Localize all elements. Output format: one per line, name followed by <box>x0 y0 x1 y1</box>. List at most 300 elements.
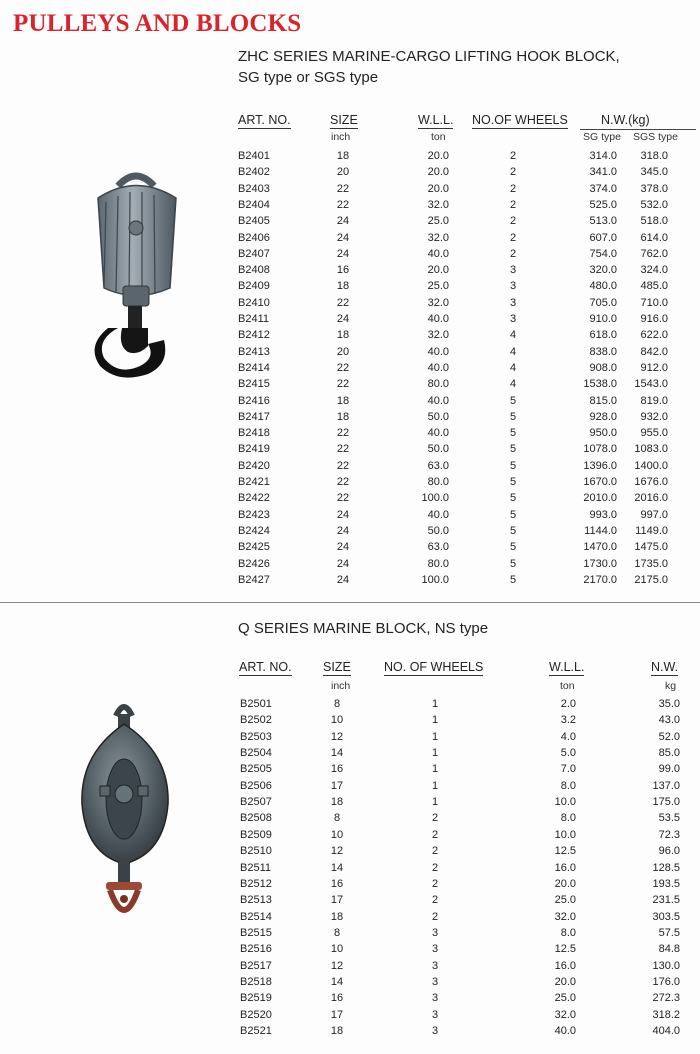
table-row <box>0 1025 700 1041</box>
s2-cell-nw: 72.3 <box>658 828 680 841</box>
s1-cell-size: 18 <box>336 280 350 293</box>
s2-cell-art-no: B2520 <box>240 1008 272 1021</box>
s2-cell-wll: 8.0 <box>560 779 576 792</box>
s1-cell-wll: 20.0 <box>427 166 449 179</box>
s2-cell-wheels: 2 <box>431 828 439 841</box>
s1-cell-size: 22 <box>336 443 350 456</box>
s1-cell-art-no: B2417 <box>238 410 270 423</box>
table-row <box>0 541 700 557</box>
s1-cell-size: 22 <box>336 459 350 472</box>
s1-cell-size: 24 <box>336 508 350 521</box>
s1-cell-sg: 838.0 <box>589 345 617 358</box>
s2-header-art-no: ART. NO. <box>239 660 292 674</box>
s2-cell-size: 17 <box>330 1008 344 1021</box>
s1-cell-sgs: 518.0 <box>640 215 668 228</box>
s1-cell-wheels: 3 <box>509 280 517 293</box>
s1-cell-art-no: B2423 <box>238 508 270 521</box>
s1-cell-sg: 754.0 <box>589 247 617 260</box>
s1-cell-wheels: 5 <box>509 508 517 521</box>
s2-cell-wheels: 3 <box>431 959 439 972</box>
s2-cell-wheels: 3 <box>431 992 439 1005</box>
s1-cell-sgs: 614.0 <box>640 231 668 244</box>
s1-cell-sg: 1730.0 <box>583 557 617 570</box>
s2-cell-wheels: 2 <box>431 894 439 907</box>
table-row <box>0 411 700 427</box>
s1-cell-wheels: 4 <box>509 378 517 391</box>
s1-cell-sg: 2170.0 <box>583 573 617 586</box>
s1-cell-art-no: B2404 <box>238 198 270 211</box>
s1-cell-sgs: 324.0 <box>640 264 668 277</box>
section1-title <box>238 46 620 88</box>
s2-cell-wll: 16.0 <box>554 959 576 972</box>
s2-cell-nw: 193.5 <box>652 877 680 890</box>
s2-cell-size: 17 <box>330 894 344 907</box>
s1-cell-sg: 950.0 <box>589 427 617 440</box>
s1-cell-size: 24 <box>336 313 350 325</box>
s2-cell-nw: 318.2 <box>652 1008 680 1021</box>
s1-cell-wheels: 2 <box>509 231 517 244</box>
table-row <box>0 427 700 443</box>
s1-cell-wll: 80.0 <box>427 557 449 570</box>
s1-cell-art-no: B2426 <box>238 557 270 570</box>
table-row <box>0 395 700 411</box>
s1-cell-art-no: B2413 <box>238 345 270 358</box>
section1-title-line2: SG type or SGS type <box>238 69 379 86</box>
s1-cell-size: 24 <box>336 524 350 537</box>
s1-cell-sg: 1078.0 <box>583 443 617 456</box>
s2-cell-art-no: B2521 <box>240 1025 272 1037</box>
s1-cell-art-no: B2412 <box>238 329 270 342</box>
s2-cell-art-no: B2514 <box>240 910 272 923</box>
s2-cell-art-no: B2506 <box>240 779 272 792</box>
s2-cell-size: 10 <box>330 714 344 727</box>
s2-cell-size: 12 <box>330 730 344 743</box>
s2-cell-wll: 40.0 <box>554 1025 576 1037</box>
s1-cell-size: 24 <box>336 557 350 570</box>
s1-cell-wheels: 2 <box>509 166 517 179</box>
s1-cell-art-no: B2402 <box>238 166 270 179</box>
s2-cell-art-no: B2505 <box>240 763 272 776</box>
s1-cell-size: 18 <box>336 394 350 407</box>
s1-cell-sg: 607.0 <box>589 231 617 244</box>
s1-cell-sg: 1670.0 <box>583 476 617 488</box>
s1-cell-art-no: B2405 <box>238 215 270 228</box>
s1-cell-sg: 618.0 <box>589 329 617 342</box>
s2-cell-size: 12 <box>330 959 344 972</box>
s2-cell-size: 8 <box>333 926 341 939</box>
s2-cell-wheels: 1 <box>431 779 439 792</box>
s1-cell-wll: 32.0 <box>427 296 449 309</box>
s1-cell-sgs: 912.0 <box>640 361 668 374</box>
s1-cell-sg: 2010.0 <box>583 492 617 505</box>
table-row <box>0 460 700 476</box>
s1-cell-wll: 63.0 <box>427 459 449 472</box>
table-row <box>0 992 700 1008</box>
s1-cell-sg: 908.0 <box>589 361 617 374</box>
s1-cell-wheels: 5 <box>509 492 517 505</box>
s1-cell-wheels: 5 <box>509 459 517 472</box>
s1-cell-art-no: B2421 <box>238 476 270 488</box>
s2-cell-art-no: B2510 <box>240 845 272 858</box>
s2-cell-nw: 84.8 <box>658 943 680 956</box>
s1-cell-art-no: B2420 <box>238 459 270 472</box>
s1-cell-size: 24 <box>336 215 350 228</box>
s1-cell-sgs: 710.0 <box>640 296 668 309</box>
s2-cell-wll: 8.0 <box>560 812 576 825</box>
s1-cell-sgs: 842.0 <box>640 345 668 358</box>
s1-cell-wheels: 5 <box>509 524 517 537</box>
s1-cell-art-no: B2425 <box>238 541 270 554</box>
s1-cell-sg: 341.0 <box>589 166 617 179</box>
s2-cell-wheels: 3 <box>431 943 439 956</box>
s1-cell-sg: 910.0 <box>589 313 617 325</box>
s1-cell-sgs: 819.0 <box>640 394 668 407</box>
s2-cell-nw: 52.0 <box>658 730 680 743</box>
s1-cell-size: 22 <box>336 427 350 440</box>
s2-cell-nw: 175.0 <box>652 796 680 809</box>
s2-cell-wheels: 1 <box>431 730 439 743</box>
s1-cell-size: 18 <box>336 410 350 423</box>
s2-cell-wll: 25.0 <box>554 894 576 907</box>
s1-cell-wll: 20.0 <box>427 150 449 162</box>
s2-cell-wheels: 2 <box>431 877 439 890</box>
table-row <box>0 943 700 959</box>
s1-cell-sgs: 345.0 <box>640 166 668 179</box>
marine-block-image <box>72 694 177 934</box>
s1-cell-wheels: 5 <box>509 443 517 456</box>
s2-cell-wll: 12.5 <box>554 845 576 858</box>
s1-cell-sgs: 2016.0 <box>634 492 668 505</box>
s2-cell-nw: 128.5 <box>652 861 680 874</box>
table-row <box>0 150 700 166</box>
s1-cell-wll: 32.0 <box>427 329 449 342</box>
s2-cell-wll: 4.0 <box>560 730 576 743</box>
s1-cell-wheels: 5 <box>509 557 517 570</box>
s1-cell-sg: 525.0 <box>589 198 617 211</box>
s1-cell-sg: 1538.0 <box>583 378 617 391</box>
s1-cell-size: 22 <box>336 492 350 505</box>
s2-cell-wll: 10.0 <box>554 796 576 809</box>
s1-cell-art-no: B2403 <box>238 182 270 195</box>
s1-cell-wll: 25.0 <box>427 215 449 228</box>
s1-cell-art-no: B2406 <box>238 231 270 244</box>
s1-cell-size: 16 <box>336 264 350 277</box>
s1-cell-wll: 40.0 <box>427 394 449 407</box>
s2-cell-wheels: 1 <box>431 747 439 760</box>
s2-cell-size: 14 <box>330 975 344 988</box>
s1-cell-art-no: B2415 <box>238 378 270 391</box>
s2-cell-art-no: B2502 <box>240 714 272 727</box>
table-row <box>0 525 700 541</box>
s2-cell-wll: 7.0 <box>560 763 576 776</box>
s1-cell-wheels: 4 <box>509 361 517 374</box>
s1-cell-wll: 100.0 <box>421 492 449 505</box>
table-row <box>0 574 700 590</box>
s2-header-size: SIZE <box>323 660 351 674</box>
page-title: PULLEYS AND BLOCKS <box>13 10 302 37</box>
s1-cell-size: 22 <box>336 476 350 488</box>
s1-header-wheels: NO.OF WHEELS <box>472 113 568 127</box>
s1-cell-wll: 20.0 <box>427 264 449 277</box>
table-row <box>0 1009 700 1025</box>
s1-cell-size: 24 <box>336 541 350 554</box>
s1-cell-sgs: 955.0 <box>640 427 668 440</box>
s2-cell-size: 16 <box>330 763 344 776</box>
s1-cell-size: 24 <box>336 231 350 244</box>
s2-cell-wheels: 3 <box>431 1008 439 1021</box>
s1-cell-sgs: 1543.0 <box>634 378 668 391</box>
s1-header-size: SIZE <box>330 113 358 127</box>
s1-cell-art-no: B2407 <box>238 247 270 260</box>
s2-cell-wll: 8.0 <box>560 926 576 939</box>
s1-cell-wll: 40.0 <box>427 345 449 358</box>
s2-unit-wll: ton <box>560 680 575 692</box>
s1-cell-art-no: B2427 <box>238 573 270 586</box>
s2-cell-wheels: 1 <box>431 714 439 727</box>
s1-unit-size: inch <box>331 131 351 143</box>
s1-cell-wll: 40.0 <box>427 313 449 325</box>
s1-unit-sgs: SGS type <box>633 131 678 143</box>
s1-cell-size: 24 <box>336 573 350 586</box>
section1-title-line1: ZHC SERIES MARINE-CARGO LIFTING HOOK BLOCK, <box>238 48 620 65</box>
s1-cell-sgs: 916.0 <box>640 313 668 325</box>
s1-cell-sgs: 1676.0 <box>634 476 668 488</box>
s2-cell-art-no: B2503 <box>240 730 272 743</box>
s1-cell-sg: 480.0 <box>589 280 617 293</box>
s1-cell-wheels: 2 <box>509 198 517 211</box>
s2-cell-art-no: B2508 <box>240 812 272 825</box>
s1-cell-art-no: B2419 <box>238 443 270 456</box>
s1-cell-sg: 314.0 <box>589 150 617 162</box>
s2-cell-wheels: 3 <box>431 975 439 988</box>
s1-cell-wheels: 3 <box>509 296 517 309</box>
s1-cell-wheels: 5 <box>509 541 517 554</box>
s1-cell-wll: 32.0 <box>427 231 449 244</box>
s1-cell-wll: 32.0 <box>427 198 449 211</box>
s2-cell-wheels: 1 <box>431 698 439 710</box>
s1-unit-wll: ton <box>431 131 446 143</box>
s1-header-nw: N.W.(kg) <box>601 113 650 127</box>
s2-cell-size: 17 <box>330 779 344 792</box>
s1-cell-sgs: 378.0 <box>640 182 668 195</box>
s2-cell-size: 8 <box>333 698 341 710</box>
s2-cell-size: 16 <box>330 992 344 1005</box>
s1-cell-wheels: 4 <box>509 329 517 342</box>
hook-block-image <box>78 168 193 378</box>
section-divider <box>0 602 700 603</box>
s2-cell-wll: 10.0 <box>554 828 576 841</box>
s1-cell-wheels: 3 <box>509 264 517 277</box>
s2-cell-art-no: B2509 <box>240 828 272 841</box>
s1-nw-rule <box>580 129 696 130</box>
s1-cell-art-no: B2410 <box>238 296 270 309</box>
s1-cell-art-no: B2414 <box>238 361 270 374</box>
table-row <box>0 443 700 459</box>
section2-title: Q SERIES MARINE BLOCK, NS type <box>238 620 489 637</box>
s2-cell-wheels: 3 <box>431 1025 439 1037</box>
s1-cell-art-no: B2418 <box>238 427 270 440</box>
s1-cell-wll: 40.0 <box>427 508 449 521</box>
s1-cell-art-no: B2422 <box>238 492 270 505</box>
s1-cell-sg: 815.0 <box>589 394 617 407</box>
s2-cell-art-no: B2512 <box>240 877 272 890</box>
s2-cell-size: 10 <box>330 943 344 956</box>
table-row <box>0 378 700 394</box>
s2-cell-wheels: 1 <box>431 796 439 809</box>
s2-cell-art-no: B2511 <box>240 861 271 874</box>
s1-cell-sgs: 1475.0 <box>634 541 668 554</box>
s1-cell-sg: 320.0 <box>589 264 617 277</box>
s2-cell-nw: 272.3 <box>652 992 680 1005</box>
s1-cell-wll: 63.0 <box>427 541 449 554</box>
s2-cell-art-no: B2513 <box>240 894 272 907</box>
s1-cell-sgs: 1400.0 <box>634 459 668 472</box>
s1-cell-sg: 705.0 <box>589 296 617 309</box>
table-row <box>0 476 700 492</box>
s2-header-wheels: NO. OF WHEELS <box>384 660 484 674</box>
s2-cell-nw: 231.5 <box>652 894 680 907</box>
s1-cell-wll: 50.0 <box>427 524 449 537</box>
s2-cell-wheels: 1 <box>431 763 439 776</box>
s1-cell-art-no: B2416 <box>238 394 270 407</box>
s2-cell-nw: 137.0 <box>652 779 680 792</box>
s1-cell-size: 22 <box>336 378 350 391</box>
s2-cell-art-no: B2517 <box>240 959 272 972</box>
s1-cell-size: 20 <box>336 345 350 358</box>
s1-cell-size: 18 <box>336 150 350 162</box>
s2-cell-size: 16 <box>330 877 344 890</box>
s1-cell-size: 22 <box>336 182 350 195</box>
s1-cell-sgs: 622.0 <box>640 329 668 342</box>
s2-cell-nw: 43.0 <box>658 714 680 727</box>
s2-cell-nw: 303.5 <box>652 910 680 923</box>
s2-cell-nw: 35.0 <box>658 698 680 710</box>
s2-cell-size: 14 <box>330 861 344 874</box>
s2-header-wll: W.L.L. <box>549 660 585 674</box>
s2-cell-wll: 16.0 <box>554 861 576 874</box>
s1-cell-art-no: B2411 <box>238 313 269 325</box>
s1-cell-size: 20 <box>336 166 350 179</box>
s1-cell-wll: 25.0 <box>427 280 449 293</box>
s2-cell-wll: 32.0 <box>554 1008 576 1021</box>
s1-cell-sg: 993.0 <box>589 508 617 521</box>
s1-cell-sgs: 932.0 <box>640 410 668 423</box>
s1-cell-sg: 374.0 <box>589 182 617 195</box>
s1-cell-wll: 40.0 <box>427 361 449 374</box>
s2-cell-size: 14 <box>330 747 344 760</box>
s2-cell-wheels: 2 <box>431 910 439 923</box>
s1-cell-sgs: 762.0 <box>640 247 668 260</box>
s1-cell-wheels: 2 <box>509 247 517 260</box>
table-row <box>0 960 700 976</box>
s1-cell-art-no: B2409 <box>238 280 270 293</box>
s2-cell-art-no: B2501 <box>240 698 272 710</box>
s2-cell-size: 8 <box>333 812 341 825</box>
s1-cell-wll: 50.0 <box>427 443 449 456</box>
s1-cell-art-no: B2408 <box>238 264 270 277</box>
s1-cell-size: 22 <box>336 296 350 309</box>
s2-cell-nw: 176.0 <box>652 975 680 988</box>
s2-unit-size: inch <box>331 680 351 692</box>
s1-cell-wll: 80.0 <box>427 476 449 488</box>
s2-cell-wll: 20.0 <box>554 975 576 988</box>
s1-cell-wll: 40.0 <box>427 247 449 260</box>
s2-cell-wll: 2.0 <box>560 698 576 710</box>
s2-cell-art-no: B2515 <box>240 926 272 939</box>
s2-unit-nw: kg <box>665 680 677 692</box>
s1-cell-wheels: 2 <box>509 215 517 228</box>
s2-cell-wll: 32.0 <box>554 910 576 923</box>
table-row <box>0 976 700 992</box>
s2-cell-wheels: 3 <box>431 926 439 939</box>
s1-cell-sgs: 318.0 <box>640 150 668 162</box>
s1-cell-art-no: B2424 <box>238 524 270 537</box>
s2-cell-size: 12 <box>330 845 344 858</box>
s1-cell-sg: 1144.0 <box>584 524 617 537</box>
s2-cell-size: 18 <box>330 910 344 923</box>
s1-header-wll: W.L.L. <box>418 113 454 127</box>
s2-cell-wheels: 2 <box>431 812 439 825</box>
s2-cell-size: 18 <box>330 1025 344 1037</box>
s1-cell-size: 22 <box>336 361 350 374</box>
s2-cell-art-no: B2504 <box>240 747 272 760</box>
s2-cell-nw: 96.0 <box>658 845 680 858</box>
s2-cell-nw: 130.0 <box>652 959 680 972</box>
table-row <box>0 558 700 574</box>
s1-cell-wheels: 5 <box>509 410 517 423</box>
s1-cell-wll: 20.0 <box>427 182 449 195</box>
s2-header-nw: N.W. <box>651 660 679 674</box>
s2-cell-nw: 85.0 <box>658 747 680 760</box>
s1-cell-sgs: 485.0 <box>640 280 668 293</box>
s1-cell-sgs: 1149.0 <box>635 524 668 537</box>
s1-cell-wheels: 5 <box>509 476 517 488</box>
s2-cell-wll: 25.0 <box>554 992 576 1005</box>
s2-cell-art-no: B2516 <box>240 943 272 956</box>
s2-cell-art-no: B2519 <box>240 992 272 1005</box>
s1-cell-size: 24 <box>336 247 350 260</box>
s1-cell-sgs: 997.0 <box>640 508 668 521</box>
s2-cell-wll: 5.0 <box>560 747 576 760</box>
s2-cell-size: 10 <box>330 828 344 841</box>
s1-cell-sgs: 1735.0 <box>634 557 668 570</box>
s2-cell-nw: 53.5 <box>658 812 680 825</box>
s1-header-art-no: ART. NO. <box>238 113 291 127</box>
s2-cell-wheels: 2 <box>431 861 439 874</box>
s2-cell-wll: 3.2 <box>560 714 576 727</box>
s1-cell-wheels: 5 <box>509 427 517 440</box>
s1-unit-sg: SG type <box>583 131 621 143</box>
s1-cell-wll: 40.0 <box>427 427 449 440</box>
s2-cell-wheels: 2 <box>431 845 439 858</box>
s1-cell-wll: 80.0 <box>427 378 449 391</box>
s2-cell-nw: 57.5 <box>658 926 680 939</box>
s1-cell-sg: 513.0 <box>589 215 617 228</box>
s2-cell-art-no: B2507 <box>240 796 272 809</box>
s1-cell-sg: 1470.0 <box>583 541 617 554</box>
s1-cell-wheels: 2 <box>509 182 517 195</box>
s1-cell-wheels: 5 <box>509 394 517 407</box>
s1-cell-sg: 1396.0 <box>583 459 617 472</box>
s1-cell-sgs: 1083.0 <box>634 443 668 456</box>
s1-cell-sgs: 2175.0 <box>634 573 668 586</box>
s2-cell-wll: 12.5 <box>554 943 576 956</box>
s1-cell-sg: 928.0 <box>589 410 617 423</box>
s2-cell-wll: 20.0 <box>554 877 576 890</box>
s2-cell-nw: 404.0 <box>652 1025 680 1037</box>
s1-cell-wll: 100.0 <box>421 573 449 586</box>
s1-cell-wheels: 5 <box>509 573 517 586</box>
